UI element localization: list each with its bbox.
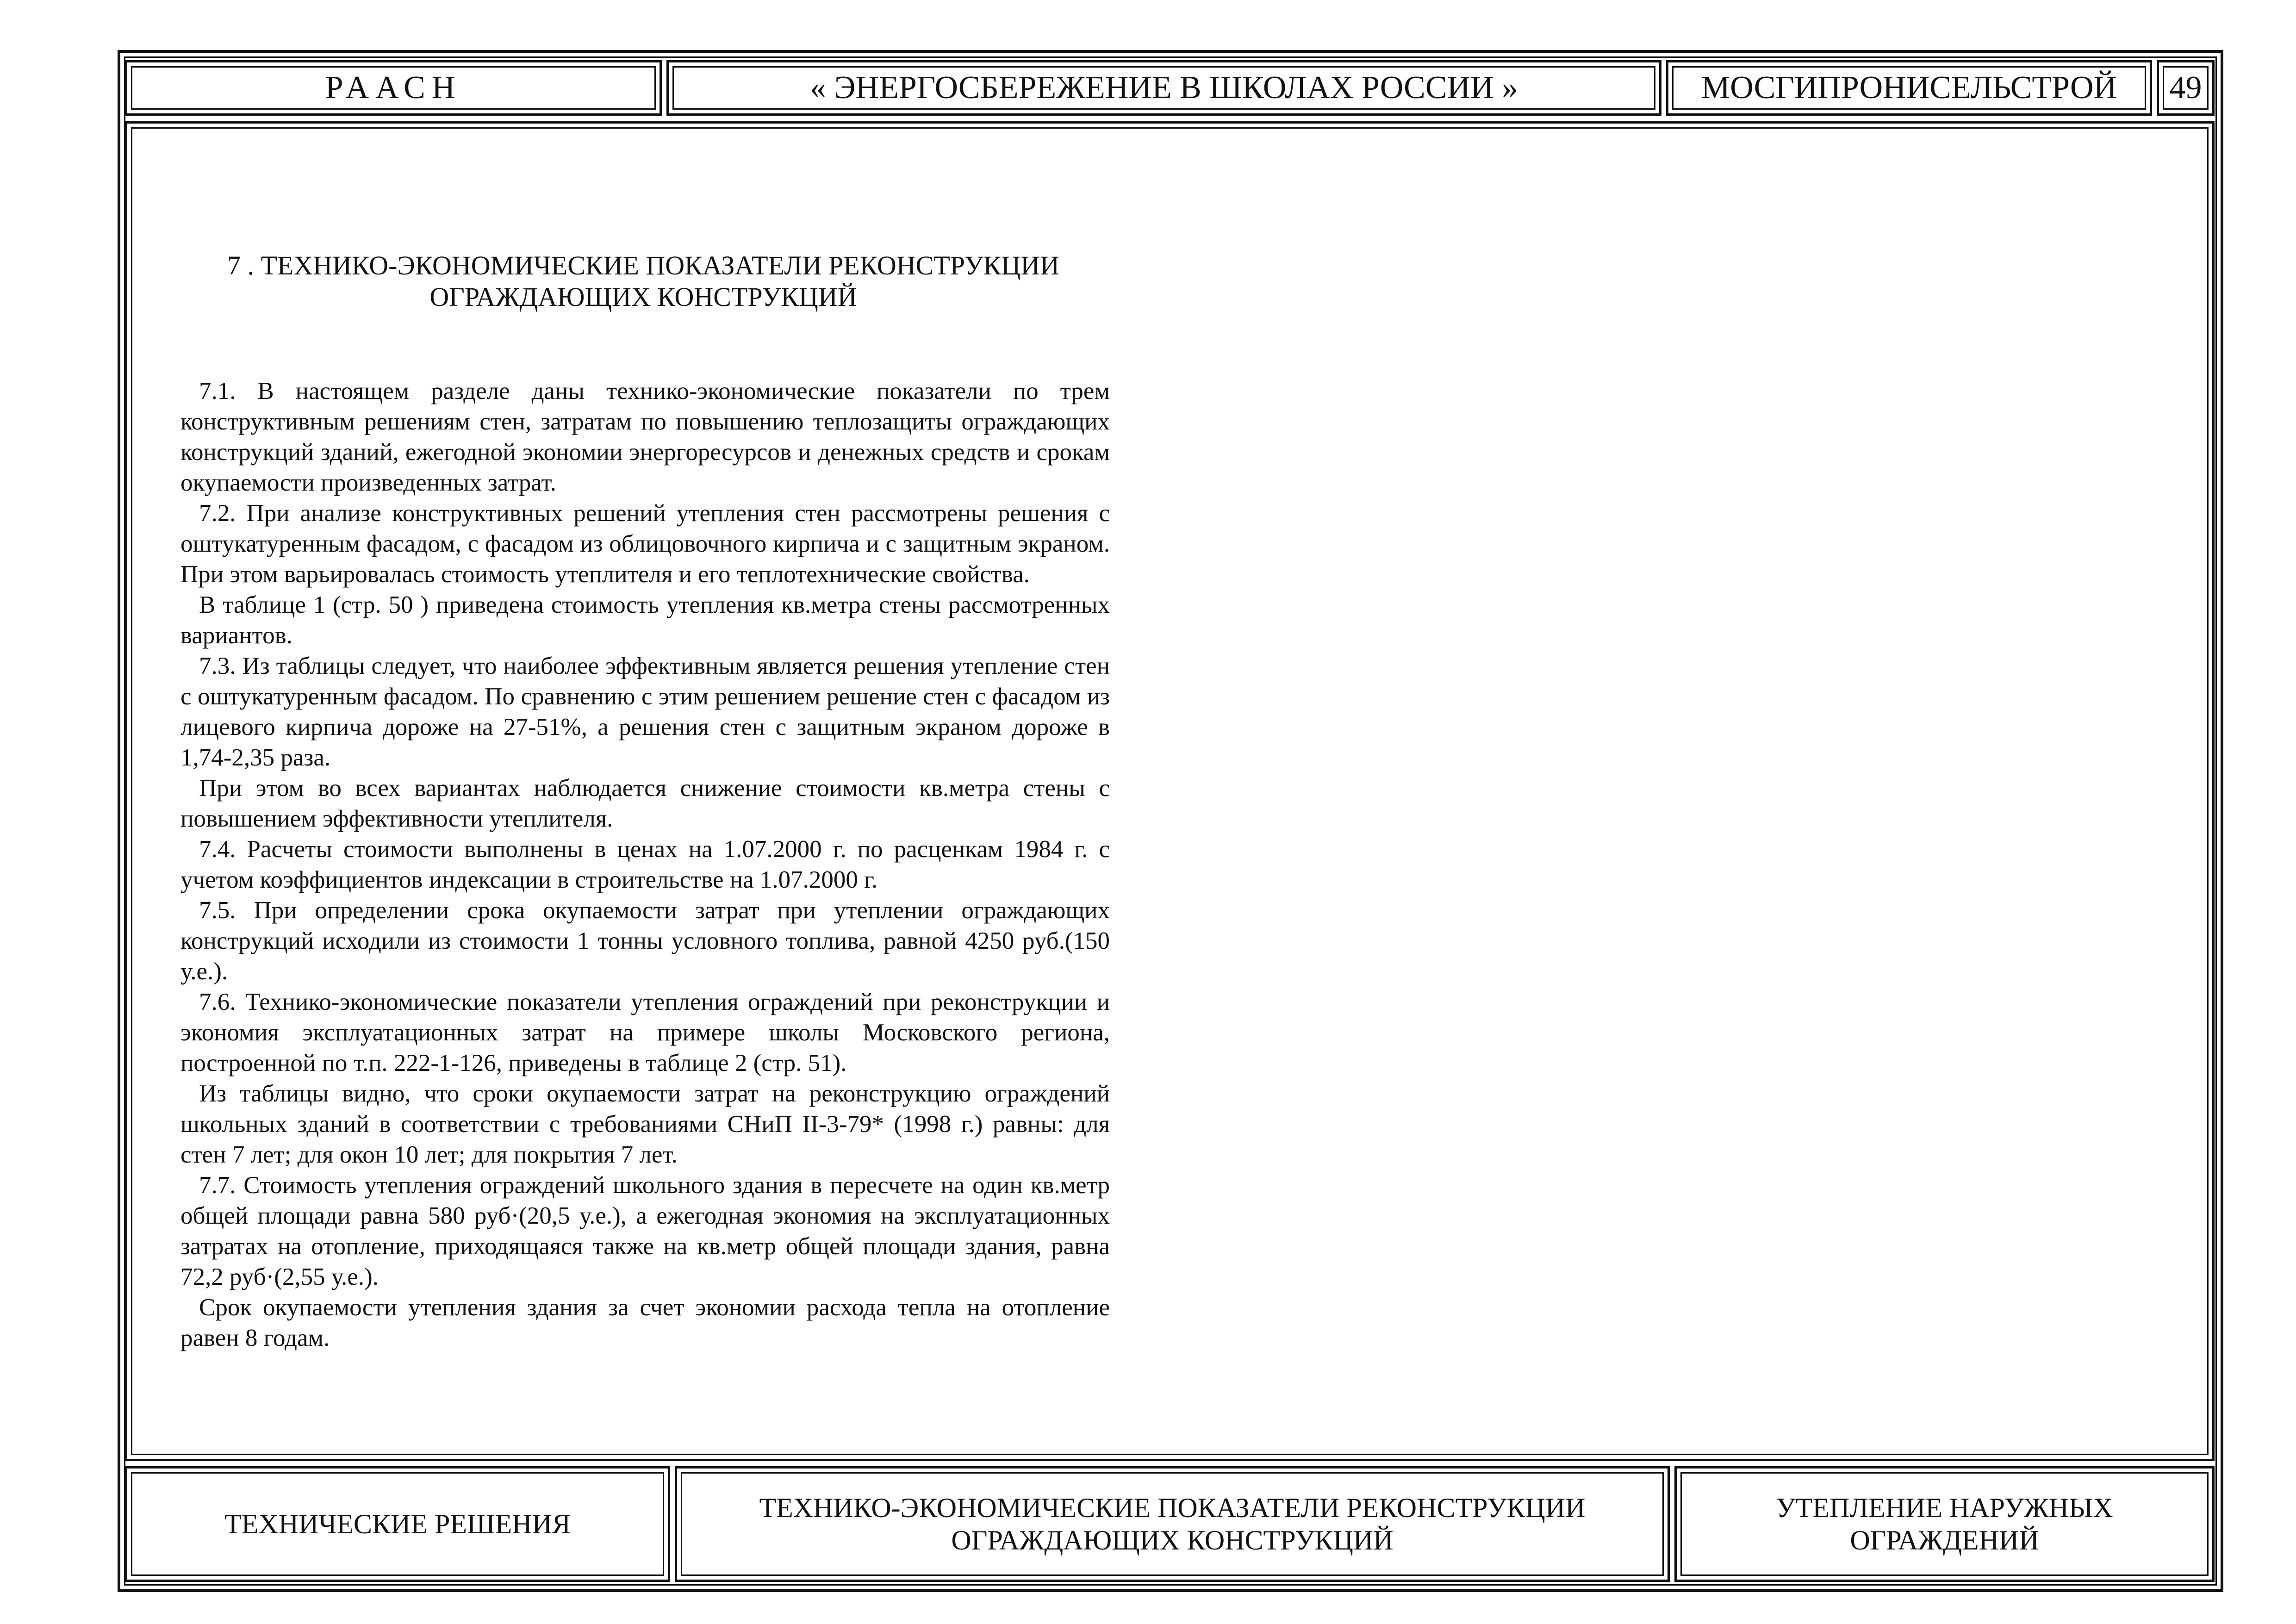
footer-left: ТЕХНИЧЕСКИЕ РЕШЕНИЯ [125,1466,670,1582]
paragraph-7-3: 7.3. Из таблицы следует, что наиболее эффективным является решения утепление стен с оштукатуренным фасадом. По сравнению с этим решением решение стен с фасадом из лицевого кирпича дороже на 27-51%, а решения стен с защитным экраном дороже в 1,74-2,35 раза. [180,653,1110,771]
header-org: РААСН [125,60,662,116]
body-text [180,376,1110,1353]
section-title: 7 . ТЕХНИКО-ЭКОНОМИЧЕСКИЕ ПОКАЗАТЕЛИ РЕКОНСТРУКЦИИ ОГРАЖДАЮЩИХ КОНСТРУКЦИЙ [227,250,1059,312]
paragraph-7-6-note: Из таблицы видно, что сроки окупаемости затрат на реконструкцию ограждений школьных зданий в соответствии с требованиями СНиП II-3-79* (1998 г.) равны: для стен 7 лет; для окон 10 лет; для покрытия 7 лет. [180,1080,1110,1168]
paragraph-7-7-note: Срок окупаемости утепления здания за счет экономии расхода тепла на отопление равен 8 годам. [180,1294,1110,1351]
footer-right: УТЕПЛЕНИЕ НАРУЖНЫХ ОГРАЖДЕНИЙ [1674,1466,2215,1582]
paragraph-7-1: 7.1. В настоящем разделе даны технико-экономические показатели по трем конструктивным решениям стен, затратам по повышению теплозащиты ограждающих конструкций зданий, ежегодной экономии энергоресурсов и денежных средств и срокам окупаемости произведенных затрат. [180,378,1110,496]
paragraph-7-2: 7.2. При анализе конструктивных решений утепления стен рассмотрены решения с оштукатуренным фасадом, с фасадом из облицовочного кирпича и с защитным экраном. При этом варьировалась стоимость утеплителя и его теплотехнические свойства. [180,500,1110,588]
paragraph-7-3-note: При этом во всех вариантах наблюдается снижение стоимости кв.метра стены с повышением эффективности утеплителя. [180,775,1110,832]
footer-middle: ТЕХНИКО-ЭКОНОМИЧЕСКИЕ ПОКАЗАТЕЛИ РЕКОНСТРУКЦИИ ОГРАЖДАЮЩИХ КОНСТРУКЦИЙ [675,1466,1670,1582]
page-number: 49 [2157,60,2215,116]
paragraph-7-5: 7.5. При определении срока окупаемости затрат при утеплении ограждающих конструкций исходили из стоимости 1 тонны условного топлива, равной 4250 руб.(150 у.е.). [180,897,1110,985]
header-title: « ЭНЕРГОСБЕРЕЖЕНИЕ В ШКОЛАХ РОССИИ » [666,60,1661,116]
paragraph-table-1-ref: В таблице 1 (стр. 50 ) приведена стоимость утепления кв.метра стены рассмотренных вариантов. [180,591,1110,649]
paragraph-7-6: 7.6. Технико-экономические показатели утепления ограждений при реконструкции и экономия эксплуатационных затрат на примере школы Московского региона, построенной по т.п. 222-1-126, приведены в таблице 2 (стр. 51). [180,989,1110,1076]
paragraph-7-7: 7.7. Стоимость утепления ограждений школьного здания в пересчете на один кв.метр общей площади равна 580 руб·(20,5 у.е.), а ежегодная экономия на эксплуатационных затратах на отопление, приходящаяся также на кв.метр общей площади здания, равна 72,2 руб·(2,55 у.е.). [180,1172,1110,1290]
paragraph-7-4: 7.4. Расчеты стоимости выполнены в ценах на 1.07.2000 г. по расценкам 1984 г. с учетом коэффициентов индексации в строительстве на 1.07.2000 г. [180,836,1110,893]
header-institute: МОСГИПРОНИСЕЛЬСТРОЙ [1666,60,2152,116]
